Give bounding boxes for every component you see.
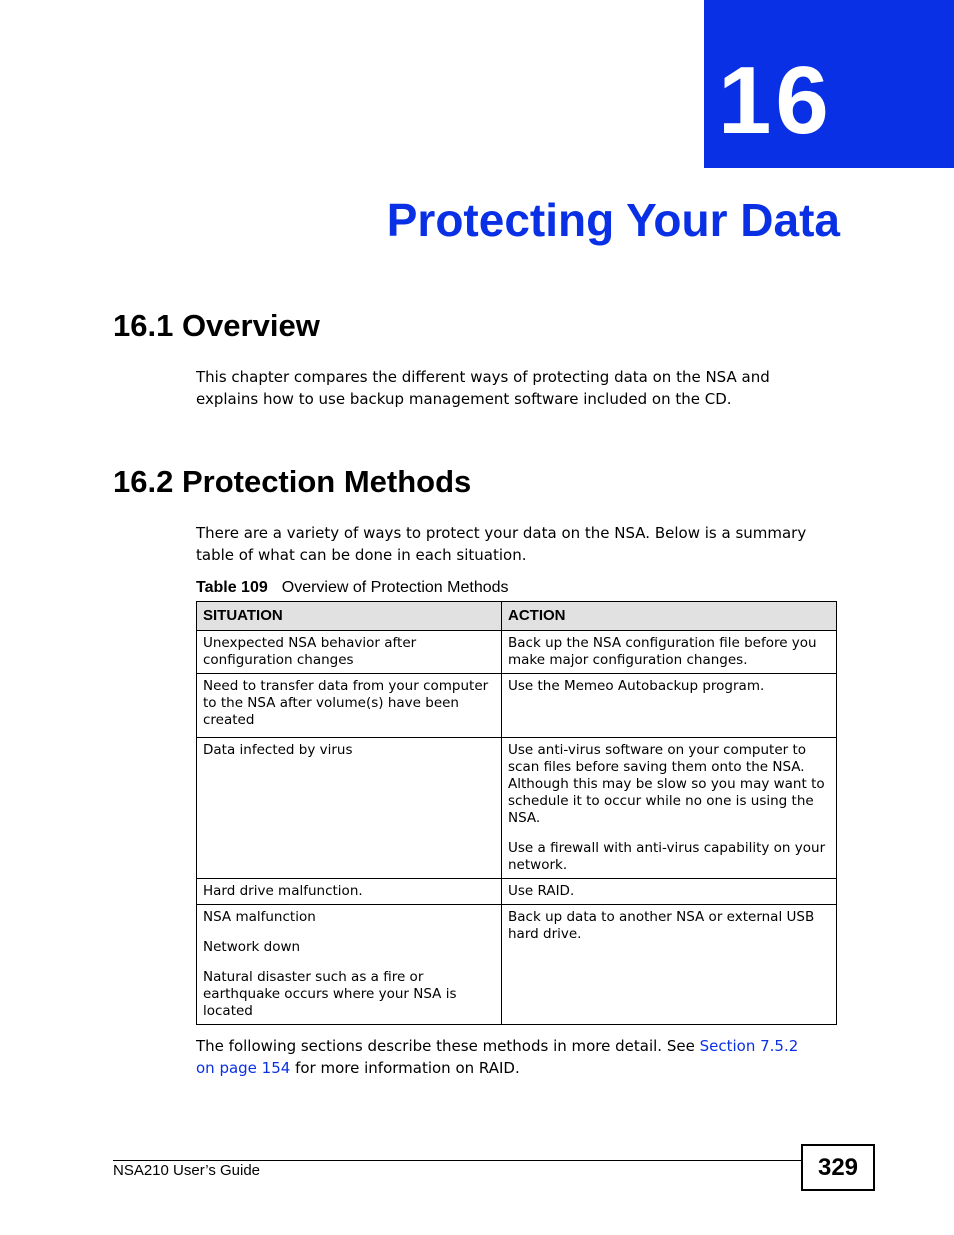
cell-text: Data infected by virus (203, 742, 353, 758)
situation-cell (197, 631, 502, 674)
methods-line: table of what can be done in each situation. (196, 546, 527, 564)
action-cell (502, 738, 837, 879)
methods-line: There are a variety of ways to protect your data on the NSA. Below is a summary (196, 524, 807, 542)
closing-line (196, 1035, 846, 1057)
closing-paragraph (196, 1035, 846, 1079)
table-header-row (197, 602, 837, 631)
section-link[interactable]: Section 7.5.2 (699, 1037, 799, 1055)
overview-line: This chapter compares the different ways of protecting data on the NSA and (196, 368, 770, 386)
table-caption-label: Table 109 (196, 579, 268, 596)
cell-text: NSA malfunction (203, 909, 316, 925)
cell-text: Back up the NSA configuration file before you make major configuration changes. (508, 635, 817, 668)
situation-cell (197, 674, 502, 738)
table-row (197, 631, 837, 674)
situation-cell (197, 738, 502, 879)
cell-text: Hard drive malfunction. (203, 883, 363, 899)
table-row (197, 738, 837, 879)
cell-text: Network down (203, 939, 301, 955)
column-header-action: ACTION (502, 602, 837, 631)
page-link[interactable]: on page 154 (196, 1059, 291, 1077)
footer-divider (113, 1160, 801, 1161)
chapter-title: Protecting Your Data (386, 194, 840, 246)
closing-line (196, 1057, 846, 1079)
cell-text: Use a firewall with anti-virus capability on your network. (508, 840, 826, 873)
table-row (197, 879, 837, 905)
cell-text: Need to transfer data from your computer to the NSA after volume(s) have been created (203, 678, 489, 728)
situation-cell (197, 905, 502, 1025)
action-cell (502, 631, 837, 674)
action-cell (502, 879, 837, 905)
section-heading-protection-methods: 16.2 Protection Methods (113, 464, 472, 499)
protection-methods-table (196, 601, 837, 1025)
situation-cell (197, 879, 502, 905)
methods-paragraph (196, 522, 846, 566)
closing-text: The following sections describe these methods in more detail. See (196, 1037, 700, 1055)
table-caption-text: Overview of Protection Methods (281, 579, 509, 596)
table-row (197, 674, 837, 738)
cell-text: Use RAID. (508, 883, 575, 899)
closing-text: for more information on RAID. (290, 1059, 520, 1077)
section-heading-overview: 16.1 Overview (113, 308, 320, 343)
chapter-number: 16 (718, 47, 833, 154)
table-row (197, 905, 837, 1025)
action-cell (502, 905, 837, 1025)
overview-line: explains how to use backup management software included on the CD. (196, 390, 732, 408)
action-cell (502, 674, 837, 738)
column-header-situation: SITUATION (197, 602, 502, 631)
cell-text: Use the Memeo Autobackup program. (508, 678, 765, 694)
cell-text: Use anti-virus software on your computer to scan files before saving them onto the NSA. Although this may be slow so you may want to schedule it to occur while no one is using the NSA. (508, 742, 825, 826)
page-number: 329 (801, 1144, 875, 1191)
cell-text: Back up data to another NSA or external USB hard drive. (508, 909, 815, 942)
cell-text: Unexpected NSA behavior after configuration changes (203, 635, 417, 668)
overview-paragraph (196, 366, 846, 410)
footer-guide-title: NSA210 User’s Guide (113, 1162, 261, 1179)
table-caption (196, 578, 509, 598)
cell-text: Natural disaster such as a fire or earthquake occurs where your NSA is located (203, 969, 457, 1019)
